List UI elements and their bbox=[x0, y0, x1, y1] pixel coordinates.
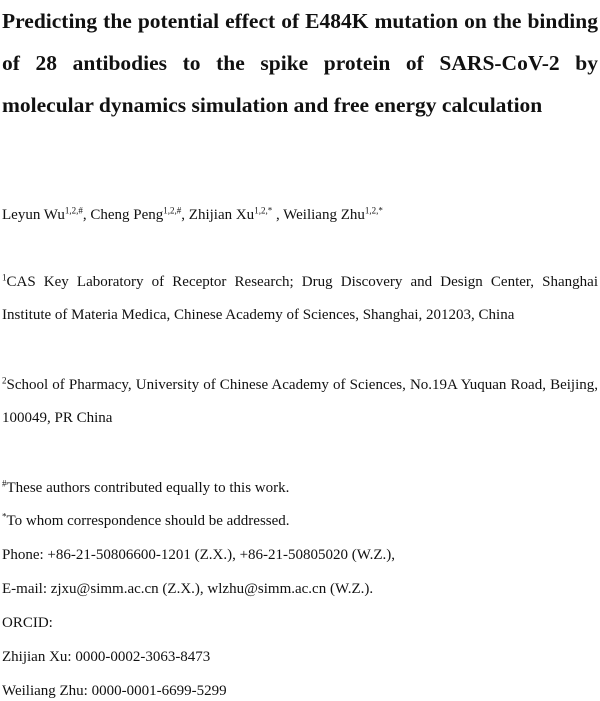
affiliation-text: CAS Key Laboratory of Receptor Research; Drug Discovery and Design Center, Shanghai Institute of Materia Medica, Chinese Academy of Sciences, Shanghai, 201203, China bbox=[2, 274, 598, 323]
affiliation-marker: 2 bbox=[2, 375, 7, 386]
email-line: E-mail: zjxu@simm.ac.cn (Z.X.), wlzhu@simm.ac.cn (W.Z.). bbox=[2, 581, 374, 597]
author-name: Cheng Peng bbox=[90, 207, 164, 223]
author-separator: , bbox=[272, 207, 284, 223]
correspondence-note bbox=[2, 511, 290, 531]
equal-contribution-note bbox=[2, 478, 289, 498]
author-affiliation-marker: 1,2,* bbox=[254, 205, 273, 216]
paper-title: Predicting the potential effect of E484K mutation on the binding of 28 antibodies to the spike protein of SARS-CoV-2 by molecular dynamics simulation and free energy calculation bbox=[2, 9, 598, 117]
author-separator: , bbox=[82, 207, 91, 223]
author-affiliation-marker: 1,2,* bbox=[364, 205, 383, 216]
author-list bbox=[2, 205, 383, 225]
affiliation-marker: 1 bbox=[2, 272, 7, 283]
note-marker: # bbox=[2, 478, 7, 489]
author-name: Zhijian Xu bbox=[188, 207, 255, 223]
orcid-xu-line: Zhijian Xu: 0000-0002-3063-8473 bbox=[2, 649, 211, 665]
author-name: Weiliang Zhu bbox=[283, 207, 365, 223]
affiliation-2 bbox=[2, 369, 598, 435]
affiliation-text: School of Pharmacy, University of Chinese Academy of Sciences, No.19A Yuquan Road, Beijing, 100049, PR China bbox=[2, 377, 598, 426]
author-name: Leyun Wu bbox=[2, 207, 65, 223]
author-separator: , bbox=[181, 207, 189, 223]
author-affiliation-marker: 1,2,# bbox=[64, 205, 83, 216]
note-marker: * bbox=[2, 511, 7, 522]
note-text: These authors contributed equally to this work. bbox=[6, 480, 290, 496]
author-affiliation-marker: 1,2,# bbox=[163, 205, 182, 216]
orcid-zhu-line: Weiliang Zhu: 0000-0001-6699-5299 bbox=[2, 683, 227, 699]
note-text: To whom correspondence should be addressed. bbox=[6, 513, 290, 529]
phone-line: Phone: +86-21-50806600-1201 (Z.X.), +86-21-50805020 (W.Z.), bbox=[2, 547, 395, 563]
orcid-label: ORCID: bbox=[2, 615, 53, 631]
affiliation-1 bbox=[2, 266, 598, 332]
